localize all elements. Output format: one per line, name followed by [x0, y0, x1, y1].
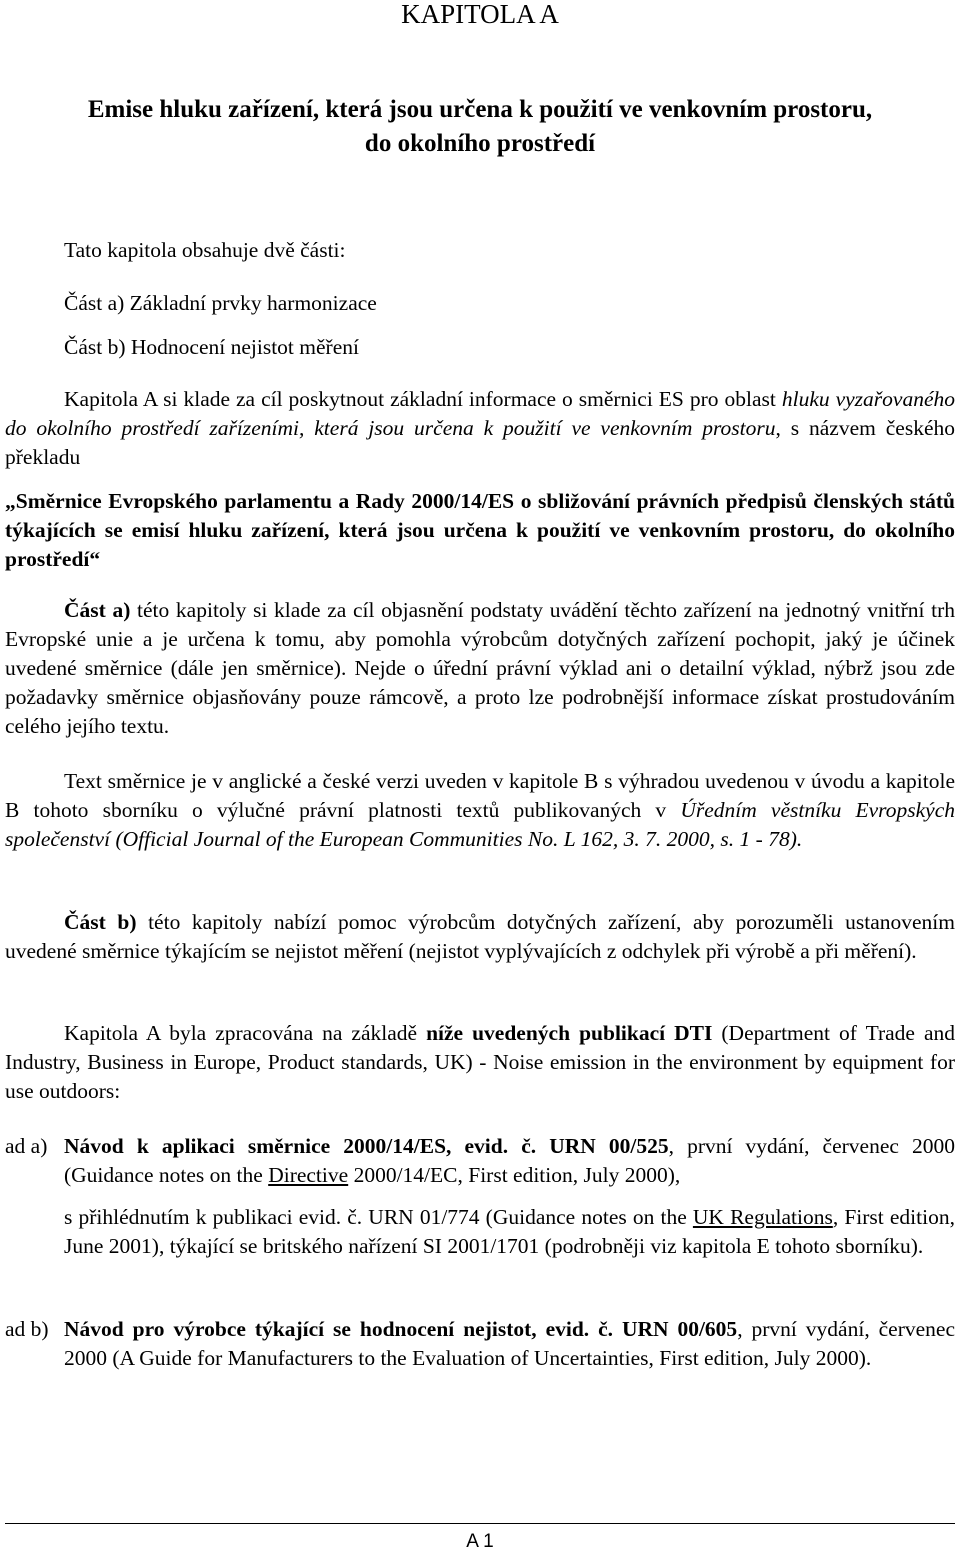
list-item-ad-a [5, 1132, 955, 1190]
footer-rule [5, 1523, 955, 1524]
part-b-paragraph [5, 908, 955, 966]
ad-b-body [64, 1315, 955, 1373]
basis-bold: níže uvedených publikací DTI [426, 1021, 713, 1045]
purpose-paragraph [5, 385, 955, 472]
ad-a-body [64, 1132, 955, 1190]
directive-title: „Směrnice Evropského parlamentu a Rady 2000/14/ES o sbližování právních předpisů členských států týkajících se emisí hluku zařízení, která jsou určena k použití ve venkovním prostoru, do okolního prostředí“ [5, 489, 955, 571]
ad-a-text-2: 2000/14/EC, First edition, July 2000), [348, 1163, 681, 1187]
part-b-label: Část b) [64, 910, 137, 934]
part-a-line: Část a) Základní prvky harmonizace [64, 291, 377, 315]
part-a-label: Část a) [64, 598, 131, 622]
basis-paragraph [5, 1019, 955, 1106]
chapter-title [5, 93, 955, 161]
ad-a-underline: Directive [268, 1163, 349, 1187]
ad-a-text-1: , první vydání, červenec 2000 (Guidance notes on the [64, 1134, 955, 1187]
ad-a-label: ad a) [5, 1134, 48, 1158]
ad-a-bold: Návod k aplikaci směrnice 2000/14/ES, evid. č. URN 00/525 [64, 1134, 669, 1158]
ad-a-note-body [64, 1203, 955, 1261]
text-para-italic: Úředním věstníku Evropských společenství (Official Journal of the European Communities No. L 162, 3. 7. 2000, s. 1 - 78). [5, 798, 955, 851]
ad-b-label: ad b) [5, 1317, 49, 1341]
chapter-title-line-1: Emise hluku zařízení, která jsou určena k použití ve venkovním prostoru, [87, 96, 873, 123]
ad-a-note-text-2: , First edition, June 2001), týkající se britského nařízení SI 2001/1701 (podrobněji viz kapitola E tohoto sborníku). [64, 1205, 955, 1258]
page-number: A 1 [466, 1531, 494, 1552]
ad-b-text-1: , první vydání, červenec 2000 (A Guide for Manufacturers to the Evaluation of Uncertainties, First edition, July 2000). [64, 1317, 956, 1370]
part-a-text: této kapitoly si klade za cíl objasnění podstaty uvádění těchto zařízení na jednotný vnitřní trh Evropské unie a je určena k tomu, aby pomohla výrobcům dotyčných zařízení pochopit, jaký je účinek uvedené směrnice (dále jen směrnice). Nejde o úřední právní výklad ani o detailní výklad, nýbrž jsou zde požadavky směrnice objasňovány pouze rámcově, a proto lze podrobnější informace získat prostudováním celého jejího textu. [5, 598, 955, 738]
part-a-paragraph [5, 596, 955, 741]
basis-text-2: (Department of Trade and Industry, Business in Europe, Product standards, UK) - Noise emission in the environment by equipment for use outdoors: [5, 1021, 955, 1103]
ad-b-bold: Návod pro výrobce týkající se hodnocení nejistot, evid. č. URN 00/605 [64, 1317, 738, 1341]
purpose-text-1: Kapitola A si klade za cíl poskytnout základní informace o směrnici ES pro oblast [64, 387, 782, 411]
intro-line: Tato kapitola obsahuje dvě části: [64, 238, 346, 262]
chapter-title-line-2: do okolního prostředí [364, 130, 596, 157]
chapter-heading: KAPITOLA A [401, 0, 559, 29]
text-para-text: Text směrnice je v anglické a české verzi uveden v kapitole B s výhradou uvedenou v úvodu a kapitole B tohoto sborníku o výlučné právní platnosti textů publikovaných v [5, 769, 955, 822]
list-item-ad-a-note [5, 1203, 955, 1261]
part-b-line: Část b) Hodnocení nejistot měření [64, 335, 359, 359]
ad-a-note-text-1: s přihlédnutím k publikaci evid. č. URN 01/774 (Guidance notes on the [64, 1205, 693, 1229]
basis-text-1: Kapitola A byla zpracována na základě [64, 1021, 427, 1045]
text-paragraph [5, 767, 955, 854]
ad-a-note-underline: UK Regulations [692, 1205, 833, 1229]
purpose-text-2: , s názvem českého překladu [5, 416, 955, 469]
part-b-text: této kapitoly nabízí pomoc výrobcům dotyčných zařízení, aby porozuměli ustanovením uvedené směrnice týkajícím se nejistot měření (nejistot vyplývajících z odchylek při výrobě a při měření). [5, 910, 955, 963]
list-item-ad-b [5, 1315, 955, 1373]
purpose-italic: hluku vyzařovaného do okolního prostředí zařízeními, která jsou určena k použití ve venkovním prostoru [5, 387, 955, 440]
